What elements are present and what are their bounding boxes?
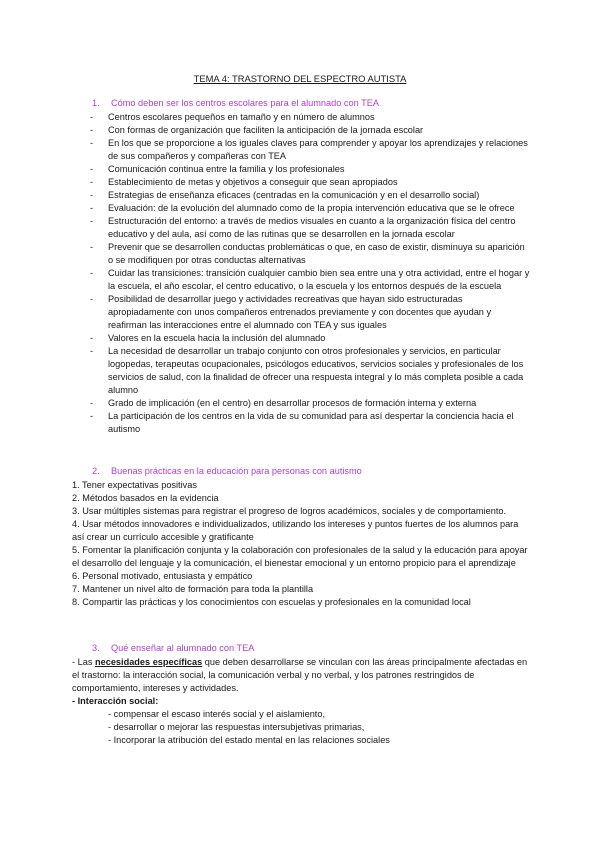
section-1-heading: [92, 97, 530, 110]
list-item: - Comunicación continua entre la familia y los profesionales: [90, 164, 345, 174]
list-item: - compensar el escaso interés social y el aislamiento,: [108, 709, 326, 719]
section-3-sublist: [72, 708, 530, 747]
list-item: - Establecimiento de metas y objetivos a conseguir que sean apropiados: [90, 177, 398, 187]
section-3-intro: - Las necesidades específicas que deben desarrollarse se vinculan con las áreas principalmente afectadas en el trastorno: la interacción social, la comunicación verbal y no verbal, y los patrones restringidos de comportamiento, intereses y actividades.: [72, 657, 528, 693]
section-3-heading: [92, 642, 530, 655]
list-item: - En los que se proporcione a los iguales claves para comprender y apoyar los aprendizajes y relaciones de sus compañeros y compañeras con TEA: [90, 138, 528, 161]
list-item: 5. Fomentar la planificación conjunta y la colaboración con profesionales de la salud y la educación para apoyar el desarrollo del lenguaje y la comunicación, el bienestar emocional y un entorno propicio para el aprendizaje: [72, 545, 528, 568]
section-2-heading-text: Buenas prácticas en la educación para personas con autismo: [111, 466, 362, 476]
section-2-number: 2.: [92, 466, 100, 476]
list-item: - La participación de los centros en la vida de su comunidad para así despertar la conciencia hacia el autismo: [90, 411, 514, 434]
list-item: 3. Usar múltiples sistemas para registrar el progreso de logros académicos, sociales y de comportamiento.: [72, 506, 507, 516]
list-item: - Posibilidad de desarrollar juego y actividades recreativas que hayan sido estructuradas apropiadamente con unos compañeros entrenados previamente y con docentes que ayudan y reafirman las interacciones entre el alumnado con TEA y sus iguales: [90, 294, 492, 330]
list-item: 1. Tener expectativas positivas: [72, 480, 197, 490]
subheading: - Interacción social:: [72, 696, 159, 706]
list-item: - Grado de implicación (en el centro) en desarrollar procesos de formación interna y externa: [90, 398, 477, 408]
section-2-list: [72, 479, 530, 609]
section-2-heading: [92, 465, 530, 478]
list-item: - Cuidar las transiciones: transición cualquier cambio bien sea entre una y otra actividad, entre el hogar y la escuela, el año escolar, el centro educativo, o la escuela y los entornos después de la escuela: [90, 268, 530, 291]
section-3: [72, 642, 530, 747]
list-item: 2. Métodos basados en la evidencia: [72, 493, 219, 503]
list-item: - Estructuración del entorno: a través de medios visuales en cuanto a la organización física del centro educativo y del aula, así como de las rutinas que se desarrollen en la jornada escolar: [90, 216, 516, 239]
section-1-list: [72, 111, 530, 436]
key-term: necesidades específicas: [94, 657, 203, 667]
list-item: 4. Usar métodos innovadores e individualizados, utilizando los intereses y puntos fuertes de los alumnos para así crear un currículo accesible y gratificante: [72, 519, 519, 542]
list-item: - La necesidad de desarrollar un trabajo conjunto con otros profesionales y servicios, en particular logopedas, terapeutas ocupacionales, psicólogos educativos, servicios sociales y profesionales de los servicios de salud, con la finalidad de ofrecer una respuesta integral y lo más completa posible a cada alumno: [90, 346, 524, 395]
list-item: 7. Mantener un nivel alto de formación para toda la plantilla: [72, 584, 314, 594]
list-item: 8. Compartir las prácticas y los conocimientos con escuelas y profesionales en la comunidad local: [72, 597, 471, 607]
list-item: - Centros escolares pequeños en tamaño y en número de alumnos: [90, 112, 375, 122]
section-1: [72, 97, 530, 436]
section-2: [72, 465, 530, 609]
list-item: - Valores en la escuela hacia la inclusión del alumnado: [90, 333, 326, 343]
list-item: - desarrollar o mejorar las respuestas intersubjetivas primarias,: [108, 722, 365, 732]
section-3-number: 3.: [92, 643, 100, 653]
list-item: - Incorporar la atribución del estado mental en las relaciones sociales: [108, 735, 390, 745]
section-1-number: 1.: [92, 98, 100, 108]
list-item: - Evaluación: de la evolución del alumnado como de la propia intervención educativa que se le ofrece: [90, 203, 515, 213]
list-item: - Con formas de organización que faciliten la anticipación de la jornada escolar: [90, 125, 424, 135]
list-item: 6. Personal motivado, entusiasta y empático: [72, 571, 253, 581]
list-item: - Estrategias de enseñanza eficaces (centradas en la comunicación y en el desarrollo social): [90, 190, 480, 200]
list-item: - Prevenir que se desarrollen conductas problemáticas o que, en caso de existir, disminuya su aparición o se modifiquen por otras conductas alternativas: [90, 242, 525, 265]
section-3-heading-text: Qué enseñar al alumnado con TEA: [111, 643, 255, 653]
document-title: TEMA 4: TRASTORNO DEL ESPECTRO AUTISTA: [193, 73, 407, 84]
section-1-heading-text: Cómo deben ser los centros escolares para el alumnado con TEA: [111, 98, 379, 108]
